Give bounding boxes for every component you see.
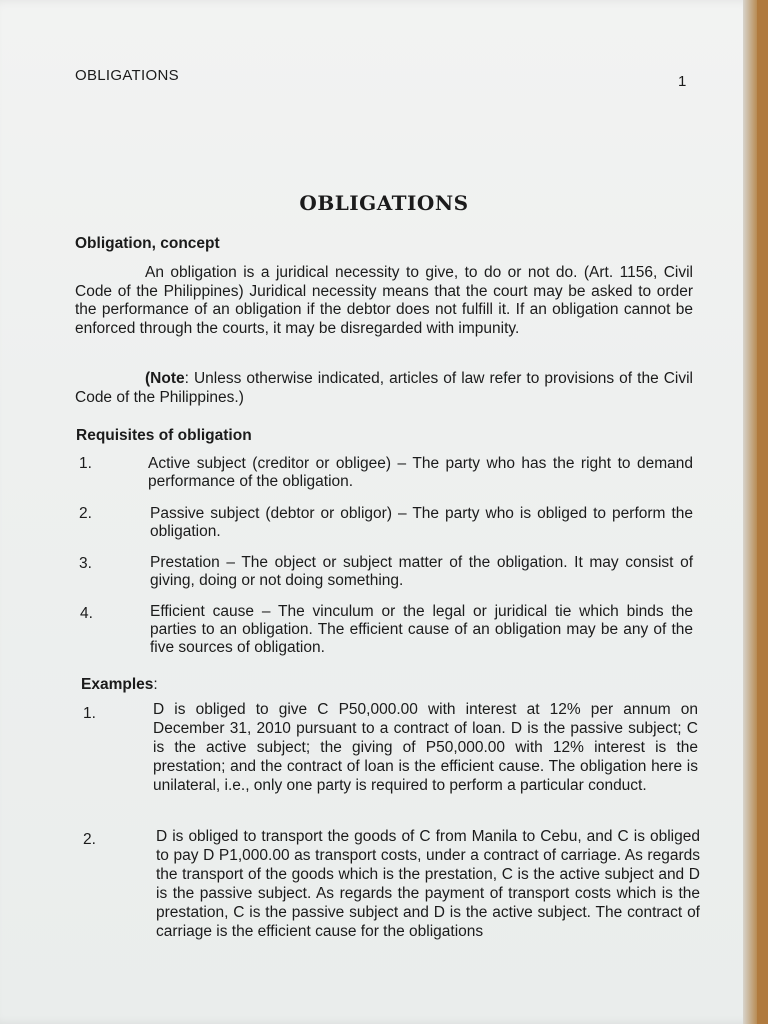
requisites-heading: Requisites of obligation — [76, 427, 252, 444]
page-number: 1 — [678, 73, 687, 90]
concept-heading: Obligation, concept — [75, 235, 220, 252]
example-number: 1. — [83, 705, 96, 722]
running-header: OBLIGATIONS — [75, 67, 179, 84]
examples-colon: : — [153, 676, 158, 693]
requisite-number: 2. — [79, 505, 92, 522]
requisite-number: 4. — [80, 605, 93, 622]
examples-heading — [81, 676, 158, 694]
note-paragraph — [75, 370, 693, 407]
requisite-item: Passive subject (debtor or obligor) – The party who is obliged to perform the obligation. — [150, 505, 693, 540]
requisite-item: Prestation – The object or subject matter of the obligation. It may consist of giving, doing or not doing something. — [150, 554, 693, 589]
requisite-number: 3. — [79, 555, 92, 572]
example-item: D is obliged to give C P50,000.00 with interest at 12% per annum on December 31, 2010 pursuant to a contract of loan. D is the passive subject; C is the active subject; the giving of P50,000.00 with 12% interest is the prestation; and the contract of loan is the efficient cause. The obligation here is unilateral, i.e., only one party is required to perform a particular conduct. — [153, 701, 698, 794]
requisite-item: Active subject (creditor or obligee) – The party who has the right to demand performance of the obligation. — [148, 455, 693, 490]
concept-paragraph: An obligation is a juridical necessity to give, to do or not do. (Art. 1156, Civil Code of the Philippines) Juridical necessity means that the court may be asked to order the performance of an obligation if the debtor does not fulfill it. If an obligation cannot be enforced through the courts, it may be disregarded with impunity. — [75, 264, 693, 337]
note-label: (Note — [145, 370, 185, 387]
examples-heading-text: Examples — [81, 676, 154, 693]
requisite-number: 1. — [79, 455, 92, 472]
example-number: 2. — [83, 831, 96, 848]
note-text: : Unless otherwise indicated, articles of law refer to provisions of the Civil Code of the Philippines.) — [75, 370, 693, 406]
requisite-item: Efficient cause – The vinculum or the legal or juridical tie which binds the parties to an obligation. The efficient cause of an obligation may be any of the five sources of obligation. — [150, 603, 693, 656]
page-edge — [743, 0, 757, 1024]
chapter-title: OBLIGATIONS — [299, 191, 469, 215]
example-item: D is obliged to transport the goods of C from Manila to Cebu, and C is obliged to pay D P1,000.00 as transport costs, under a contract of carriage. As regards the transport of the goods which is the prestation, C is the active subject and D is the passive subject. As regards the payment of transport costs which is the prestation, C is the passive subject and D is the active subject. The contract of carriage is the efficient cause for the obligations — [156, 828, 700, 940]
